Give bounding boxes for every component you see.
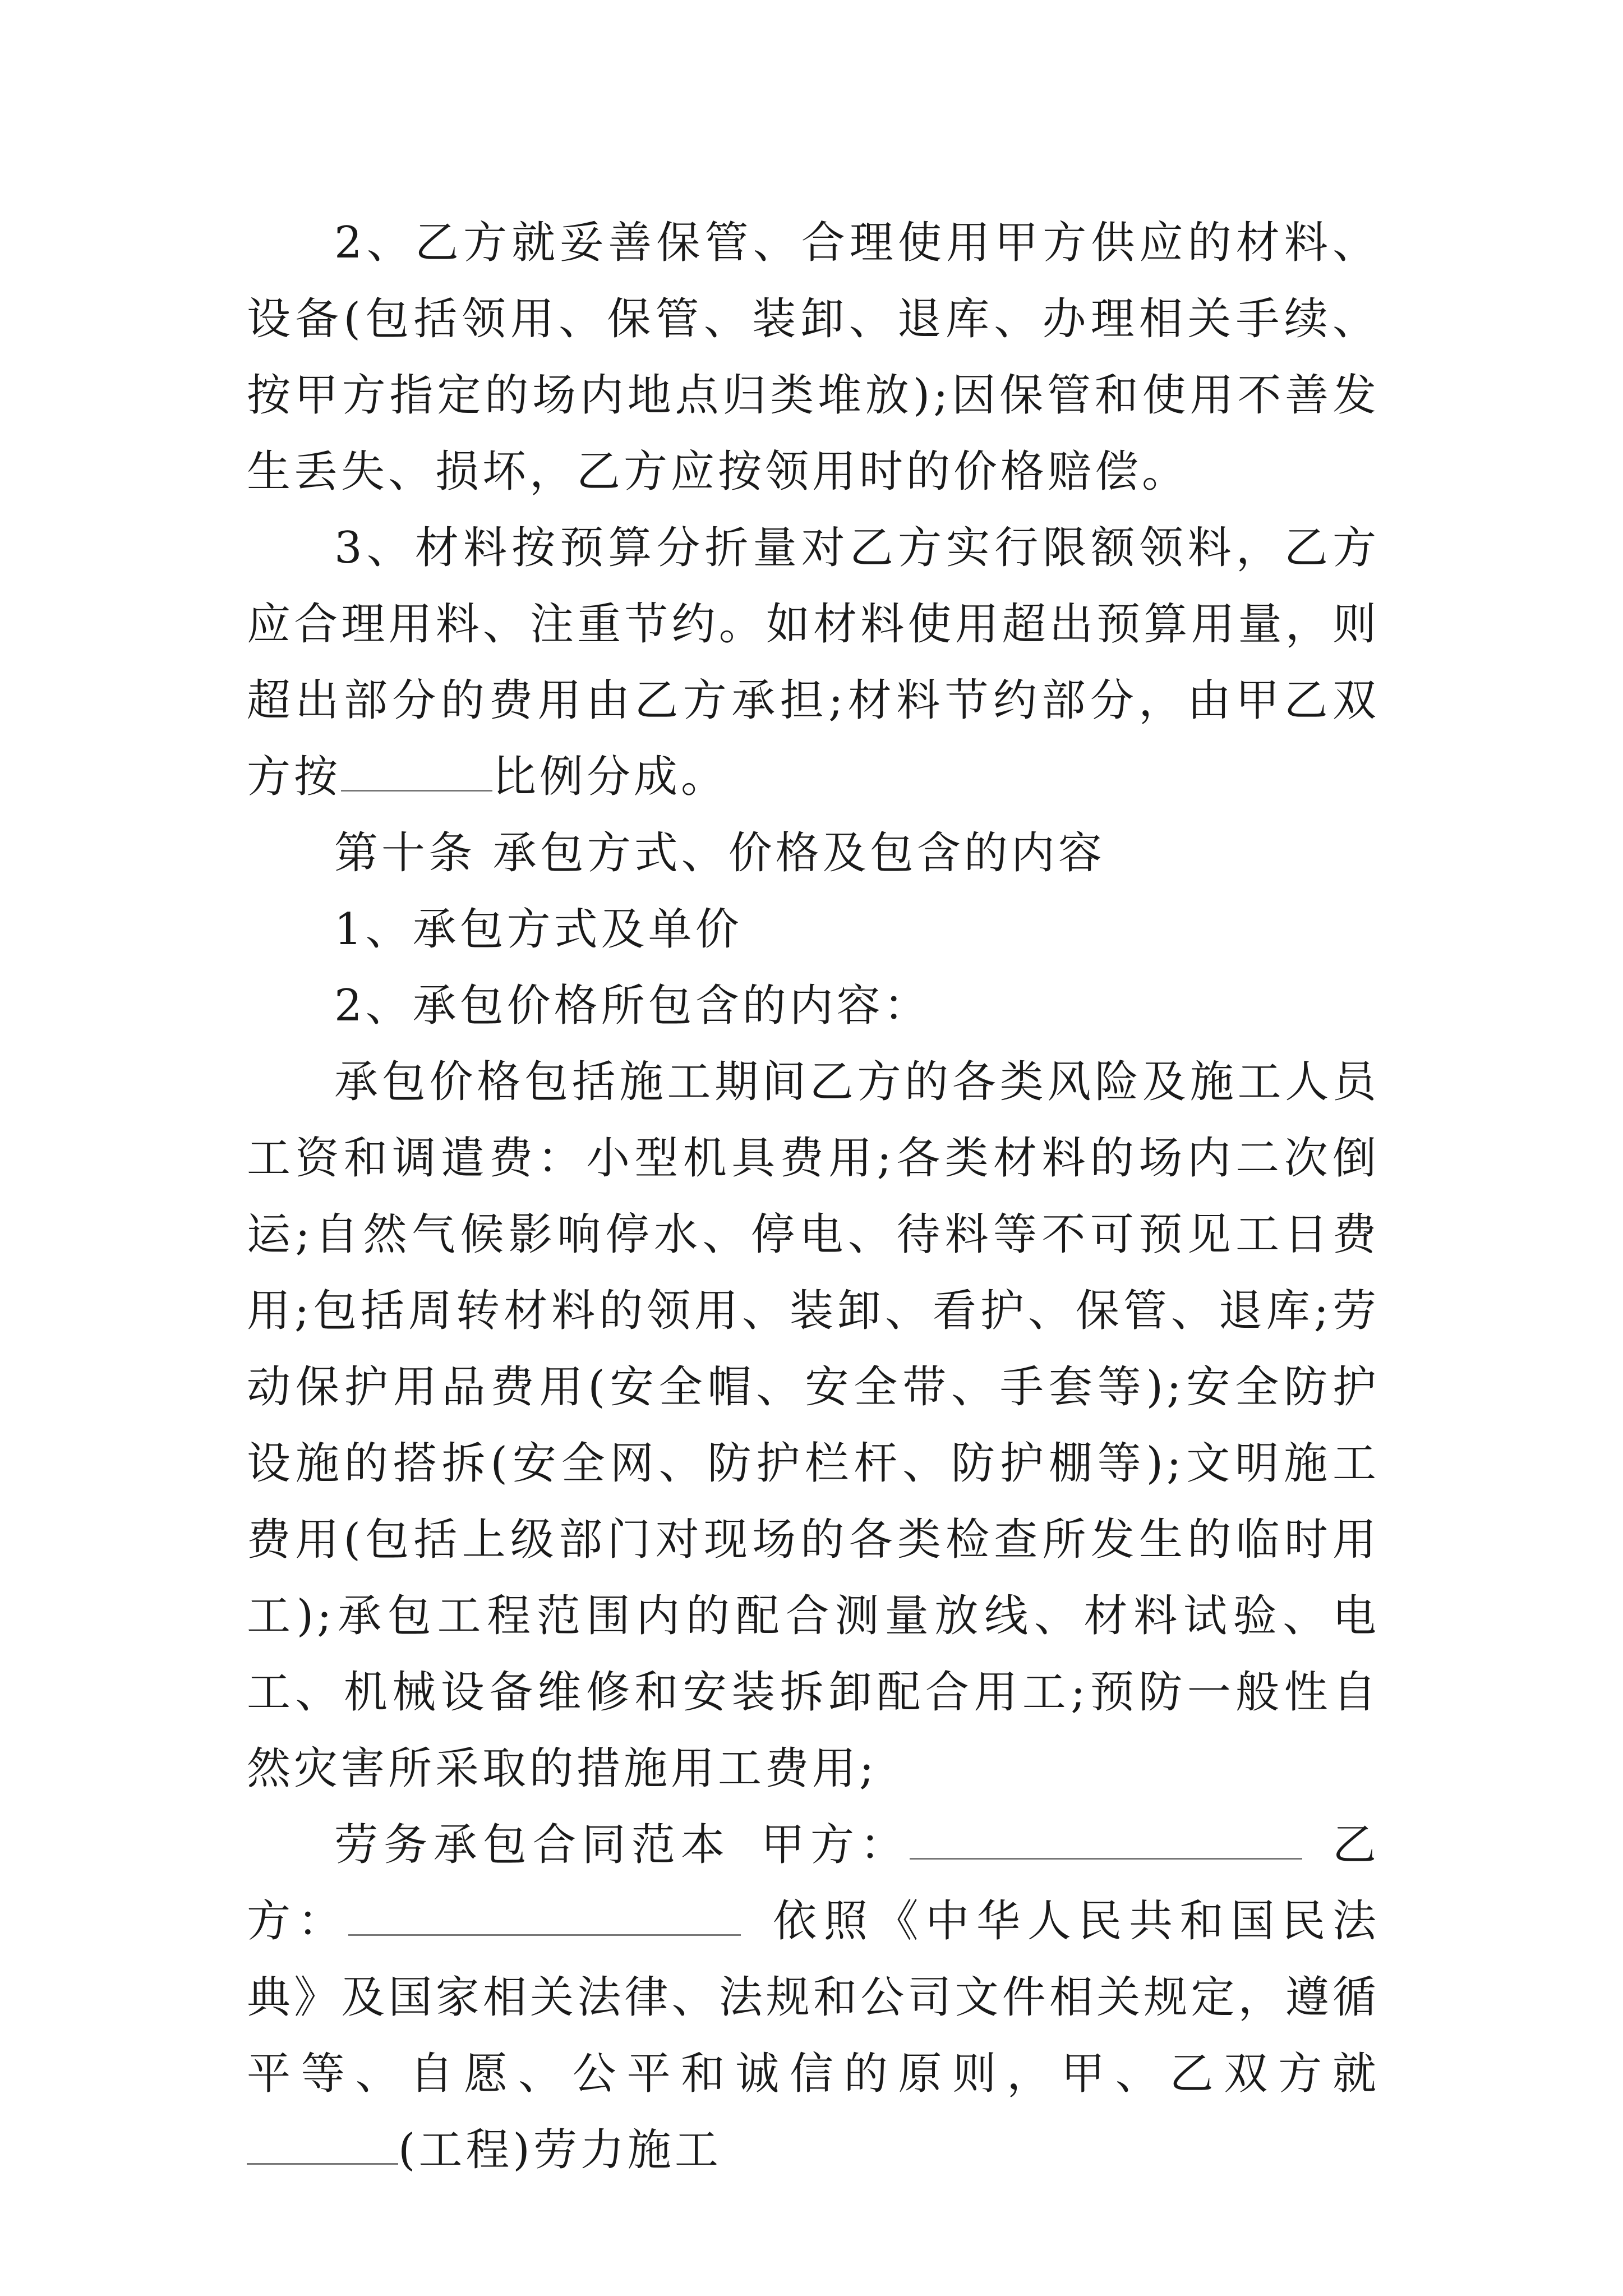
- contract-title: 劳务承包合同范本: [334, 1820, 731, 1870]
- party-a-label: 甲方：: [758, 1820, 910, 1870]
- item-text: 2、承包价格所包含的内容：: [334, 981, 931, 1031]
- party-b-blank: [348, 1897, 741, 1936]
- paragraph-text: 承包价格包括施工期间乙方的各类风险及施工人员工资和调遣费：小型机具费用;各类材料的场内二次倒运;自然气候影响停水、停电、待料等不可预见工日费用;包括周转材料的领用、装卸、看护、保管、退库;劳动保护用品费用(安全帽、安全带、手套等);安全防护设施的搭拆(安全网、防护栏杆、防护棚等);文明施工费用(包括上级部门对现场的各类检查所发生的临时用工);承包工程范围内的配合测量放线、材料试验、电工、机械设备维修和安装拆卸配合用工;预防一般性自然灾害所采取的措施用工费用;: [247, 1057, 1380, 1794]
- list-item: [247, 891, 1380, 968]
- article-title: 第十条 承包方式、价格及包含的内容: [334, 828, 1105, 878]
- article-heading: [247, 815, 1380, 891]
- paragraph-text: 依照《中华人民共和国民法典》及国家相关法律、法规和公司文件相关规定，遵循平等、自愿、公平和诚信的原则，甲、乙双方就: [247, 1896, 1380, 2099]
- paragraph-text: 2、乙方就妥善保管、合理使用甲方供应的材料、设备(包括领用、保管、装卸、退库、办理相关手续、按甲方指定的场内地点归类堆放);因保管和使用不善发生丢失、损坏，乙方应按领用时的价格赔偿。: [247, 218, 1380, 497]
- paragraph-text: 3、材料按预算分折量对乙方实行限额领料，乙方应合理用料、注重节约。如材料使用超出预算用量，则超出部分的费用由乙方承担;材料节约部分，由甲乙双方按: [247, 523, 1380, 802]
- paragraph-material-quota: [247, 510, 1380, 815]
- paragraph-material-custody: [247, 205, 1380, 510]
- paragraph-price-contents: [247, 1044, 1380, 1807]
- item-text: 1、承包方式及单价: [334, 904, 743, 955]
- paragraph-text: 比例分成。: [492, 752, 728, 802]
- party-b-label: 乙方：: [247, 1820, 1380, 1947]
- paragraph-text: (工程)劳力施工: [398, 2125, 722, 2175]
- fill-in-blank: [341, 753, 492, 792]
- paragraph-contract-intro: [247, 1807, 1380, 2188]
- document-body: [247, 205, 1380, 2188]
- project-name-blank: [247, 2126, 398, 2165]
- party-a-blank: [910, 1821, 1302, 1860]
- list-item: [247, 968, 1380, 1044]
